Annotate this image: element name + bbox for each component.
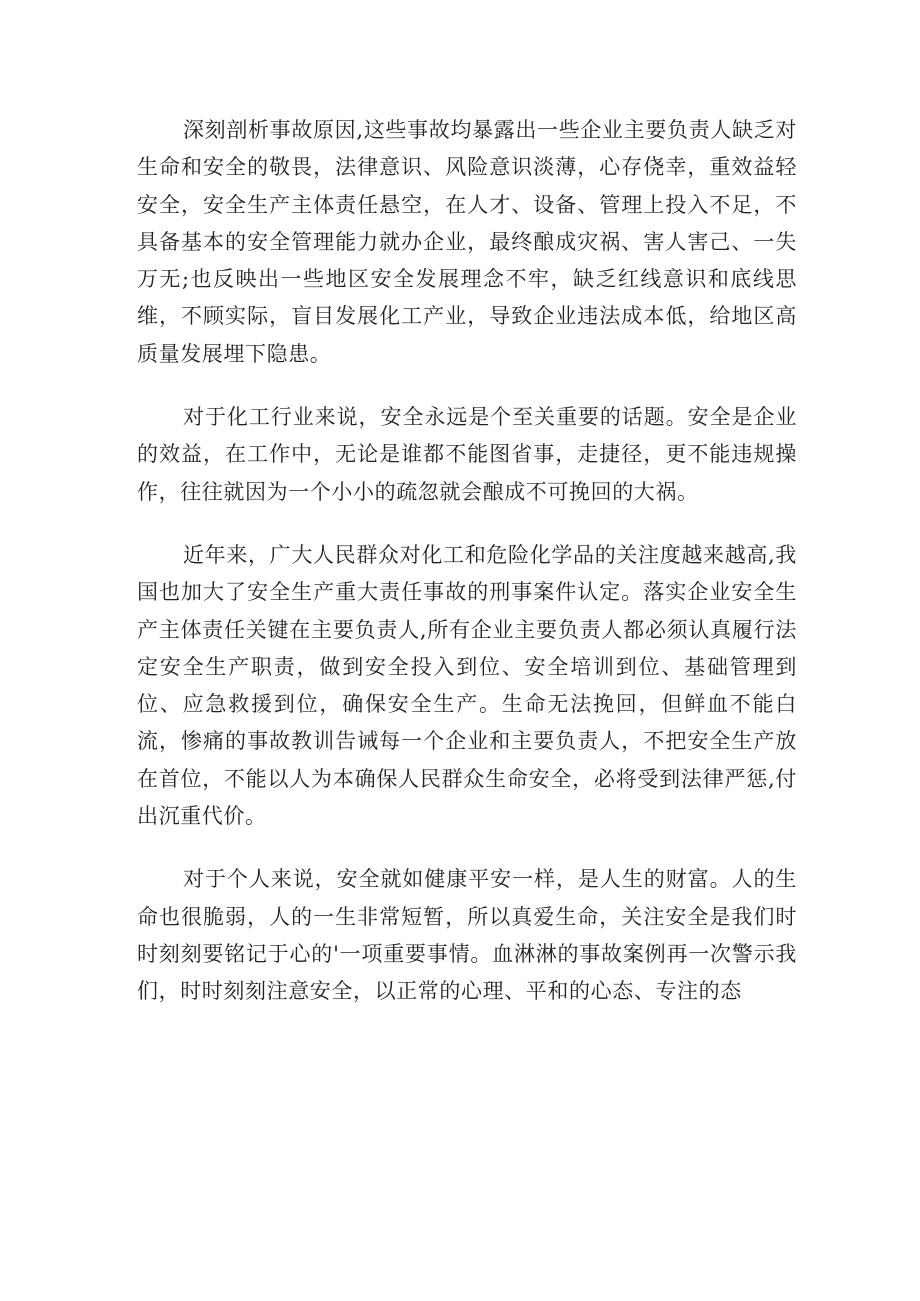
paragraph-chemical-industry-safety: 对于化工行业来说，安全永远是个至关重要的话题。安全是企业的效益，在工作中，无论是谁都不能图省事，走捷径，更不能违规操作，往往就因为一个小小的疏忽就会酿成不可挽回的大祸。	[137, 405, 797, 504]
paragraph-enterprise-responsibility: 近年来，广大人民群众对化工和危险化学品的关注度越来越高,我国也加大了安全生产重大责任事故的刑事案件认定。落实企业安全生产主体责任关键在主要负责人,所有企业主要负责人都必须认真履行法定安全生产职责，做到安全投入到位、安全培训到位、基础管理到位、应急救援到位，确保安全生产。生命无法挽回，但鲜血不能白流，惨痛的事故教训告诫每一个企业和主要负责人，不把安全生产放在首位，不能以人为本确保人民群众生命安全，必将受到法律严惩,付出沉重代价。	[137, 542, 797, 829]
document-body	[137, 112, 797, 1011]
paragraph-accident-causes: 深刻剖析事故原因,这些事故均暴露出一些企业主要负责人缺乏对生命和安全的敬畏，法律意识、风险意识淡薄，心存侥幸，重效益轻安全，安全生产主体责任悬空，在人才、设备、管理上投入不足，不具备基本的安全管理能力就办企业，最终酿成灾祸、害人害己、一失万无;也反映出一些地区安全发展理念不牢，缺乏红线意识和底线思维，不顾实际，盲目发展化工产业，导致企业违法成本低，给地区高质量发展埋下隐患。	[137, 118, 797, 366]
paragraph-personal-safety: 对于个人来说，安全就如健康平安一样，是人生的财富。人的生命也很脆弱，人的一生非常短暂，所以真爱生命，关注安全是我们时时刻刻要铭记于心的'一项重要事情。血淋淋的事故案例再一次警示我们，时时刻刻注意安全，以正常的心理、平和的心态、专注的态	[137, 867, 797, 1004]
